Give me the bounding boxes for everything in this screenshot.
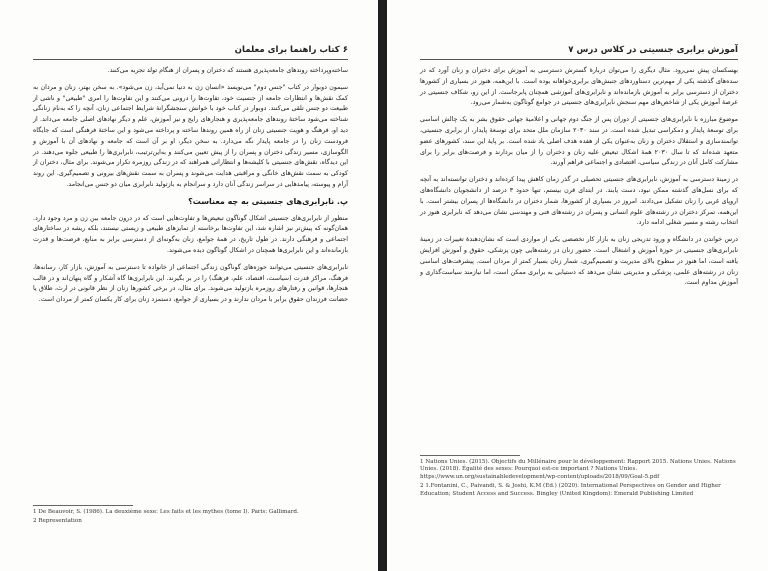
paragraph: موضوع مبارزه با نابرابری‌های جنسیتی از دوران پس از جنگ دوم جهانی و اعلامیهٔ جهانی حقوق بشر به یک چالش اساسی برای توسعهٔ پایدار و دمکراسی تبدیل شده است. در سند ۲۰۳۰ سازمان ملل متحد برای توسعهٔ پایدار، از برابری جنسیتی، توانمندسازی و استقلال دختران و زنان به‌عنوان یکی از هفده هدف اصلی یاد شده است. بر پایهٔ این سند، کشورهای عضو متعهد شده‌اند که تا سال ۲۰۳۰ همهٔ اشکال تبعیض علیه زنان و دختران را از میان بردارند و فرصت‌های برابر را برای مشارکت کامل آنان در زندگی سیاسی، اقتصادی و اجتماعی فراهم آورند. bbox=[420, 116, 738, 167]
right-page bbox=[387, 0, 768, 571]
footnotes bbox=[33, 505, 348, 528]
left-page bbox=[0, 0, 378, 571]
footnote: 1 Nations Unies. (2015). Objectifs du Millénaire pour le développement: Rapport 2015. Nations Unies. Nations Unies. (2018). Égalité des sexes: Pourquoi est-ce important ? Nations Unies. https://www.un.org/sustainabledevelopment/wp-content/uploads/2018/09/Goal-5.pdf bbox=[420, 459, 736, 480]
page-body bbox=[420, 66, 738, 295]
footnote-rule bbox=[33, 505, 133, 506]
page-header-title bbox=[235, 45, 348, 55]
paragraph: در زمینهٔ دسترسی به آموزش، نابرابری‌های جنسیتی تحصیلی در گذر زمان کاهش پیدا کرده‌اند و دختران توانسته‌اند به آنچه که برای نسل‌های گذشته ممکن نبود، دست یابند. در ابتدای قرن بیستم، تنها حدود ۳ درصد از دانشجویان دانشگاه‌های اروپای غربی را زنان تشکیل می‌دادند. امروز در بسیاری از کشورها، شمار دختران در دانشگاه‌ها از پسران بیشتر است. با این‌همه، تمرکز دختران در رشته‌های علوم انسانی و پسران در رشته‌های فنی و مهندسی نشان می‌دهد که نابرابری هنوز در انتخاب رشته و مسیر شغلی ادامه دارد. bbox=[420, 176, 738, 227]
page-header-title bbox=[568, 45, 738, 55]
page-title: آموزش برابری جنسیتی در کلاس درس bbox=[576, 45, 738, 55]
paragraph: سیمون دوبوار در کتاب "جنس دوم" می‌نویسد «انسان زن به دنیا نمی‌آید، زن می‌شود». به سخن بهتر، زنان و مردان به کمک نقش‌ها و انتظارات جامعه از جنسیت خود، تفاوت‌ها را درونی می‌کنند و این تفاوت‌ها را امری "طبیعی" و ناشی از طبیعت دو جنس تلقی می‌کنند. دوبوار در کتاب خود با خوانش سنجشگرانهٔ شرایط اجتماعی زنان، آنچه را که به‌نام زنانگی شناخته می‌شود ساختهٔ روندهای جامعه‌پذیری و هنجارهای رایج و نیز آموزش، علم و دیگر نهادهای اصلی جامعه می‌داند. از دید او، فرهنگ و هویت جنسیتی زنان از راه همین روندها ساخته و پرداخته می‌شود و این ساختهٔ فرهنگی است که جایگاه فرودست زنان را در جامعه پایدار نگه می‌دارد. به سخن دیگر، او بر آن است که جامعه و نهادهای آن با آموزش و الگوسازی، مسیر زندگی دختران و پسران را از پیش تعیین می‌کنند و به‌این‌ترتیب، نابرابری‌ها را طبیعی جلوه می‌دهند. در این دیدگاه، نقش‌های جنسیتی با کلیشه‌ها و انتظاراتی همراهند که در زندگی روزمره تکرار می‌شوند. برای مثال، دختران از کودکی به سمت نقش‌های خانگی و مراقبتی هدایت می‌شوند و پسران به سمت نقش‌های بیرونی و تصمیم‌گیری. این روند آرام و پیوسته، پیامدهایی در سراسر زندگی آنان دارد و سرانجام به بازتولید نابرابری میان دو جنس می‌انجامد. bbox=[33, 83, 348, 188]
paragraph: نابرابری‌های جنسیتی می‌توانند حوزه‌های گوناگون زندگی اجتماعی از خانواده تا دسترسی به آموزش، بازار کار، رسانه‌ها، فرهنگ، مراکز قدرت (سیاست، اقتصاد، علم، فرهنگ) را در بر بگیرند. این نابرابری‌ها گاه آشکار و گاه پنهان‌اند و در قالب هنجارها، قوانین و رفتارهای روزمره بازتولید می‌شوند. برای مثال، در برخی کشورها زنان از نظر قانونی در ارث، طلاق یا حضانت فرزندان حقوق برابر با مردان ندارند و در بسیاری از جوامع، دستمزد زنان برای کار یکسان کمتر از مردان است. bbox=[33, 263, 348, 304]
page-body bbox=[33, 66, 348, 312]
page-number: ۶ bbox=[342, 45, 348, 55]
footnote: 1 De Beauvoir, S. (1986). La deuxième sexe: Les faits et les mythes (tome I). Paris: Gallimard. bbox=[33, 509, 299, 515]
page-header bbox=[420, 42, 738, 60]
paragraph: بهسکسان پیش نمی‌رود. مثال دیگری را می‌توان دربارهٔ گسترش دسترسی به آموزش برای دختران و زنان آورد که در سده‌های گذشته یکی از مهم‌ترین دستاوردهای جنبش‌های برابری‌خواهانه بوده است. با این‌همه، هنوز در بسیاری از کشورها دختران از دسترسی برابر به آموزش بازمانده‌اند و نابرابری‌های آموزشی همچنان پابرجاست. از این رو، شکاف جنسیتی در عرصهٔ آموزش یکی از شاخص‌های مهم سنجش نابرابری‌های جنسیتی در جوامع گوناگون به‌شمار می‌رود. bbox=[420, 67, 738, 107]
footnotes bbox=[420, 455, 738, 500]
book-gutter bbox=[378, 0, 387, 571]
paragraph: ساخته‌وپرداخته روندهای جامعه‌پذیری هستند که دختران و پسران از هنگام تولد تجربه می‌کنند. bbox=[107, 67, 348, 74]
page-header bbox=[33, 42, 348, 60]
paragraph: منظور از نابرابری‌های جنسیتی اشکال گوناگون تبعیض‌ها و تفاوت‌هایی است که در درون جامعه بین زن و مرد وجود دارد. همان‌گونه که پیش‌تر نیز اشاره شد، این تفاوت‌ها برخاسته از تمایزهای طبیعی و زیستی نیستند، بلکه ریشه در ساختارهای اجتماعی و فرهنگی دارند. در طول تاریخ، در همهٔ جوامع، زنان به‌گونه‌ای از دسترسی برابر به منابع، فرصت‌ها و قدرت بازمانده‌اند و این نابرابری‌ها همچنان در اشکال گوناگون دیده می‌شوند. bbox=[33, 214, 348, 254]
section-heading: پ. نابرابری‌های جنسیتی به چه معناست؟ bbox=[188, 196, 348, 206]
paragraph: درس خواندن در دانشگاه و ورود تدریجی زنان به بازار کار تخصصی یکی از مواردی است که نشان‌دهندهٔ تغییرات در زمینهٔ نابرابری‌های جنسیتی در حوزهٔ آموزش و اشتغال است. حضور زنان در رشته‌هایی چون پزشکی، حقوق و آموزش افزایش یافته است، اما هنوز در سطوح بالای مدیریت و تصمیم‌گیری، شمار زنان بسیار کمتر از مردان است. پیشرفت‌های اساسی زنان در رشته‌های علمی، پزشکی و مدیریتی نشان می‌دهد که دستیابی به برابری ممکن است، اما نیازمند سیاست‌گذاری و آموزش مداوم است. bbox=[420, 236, 738, 287]
footnote: 2 1.Fontanini, C., Paivandi, S. & Joshi, K.M (Ed.) (2020). International Perspectives on Gender and Higher Education; Student Access and Success. Bingley (United Kingdom): Emerald Publishing Limited bbox=[420, 483, 721, 497]
footnote: 2 Representation bbox=[33, 518, 82, 525]
page-number: ۷ bbox=[568, 45, 574, 55]
footnote-rule bbox=[420, 455, 520, 456]
page-title: کتاب راهنما برای معلمان bbox=[234, 45, 340, 55]
